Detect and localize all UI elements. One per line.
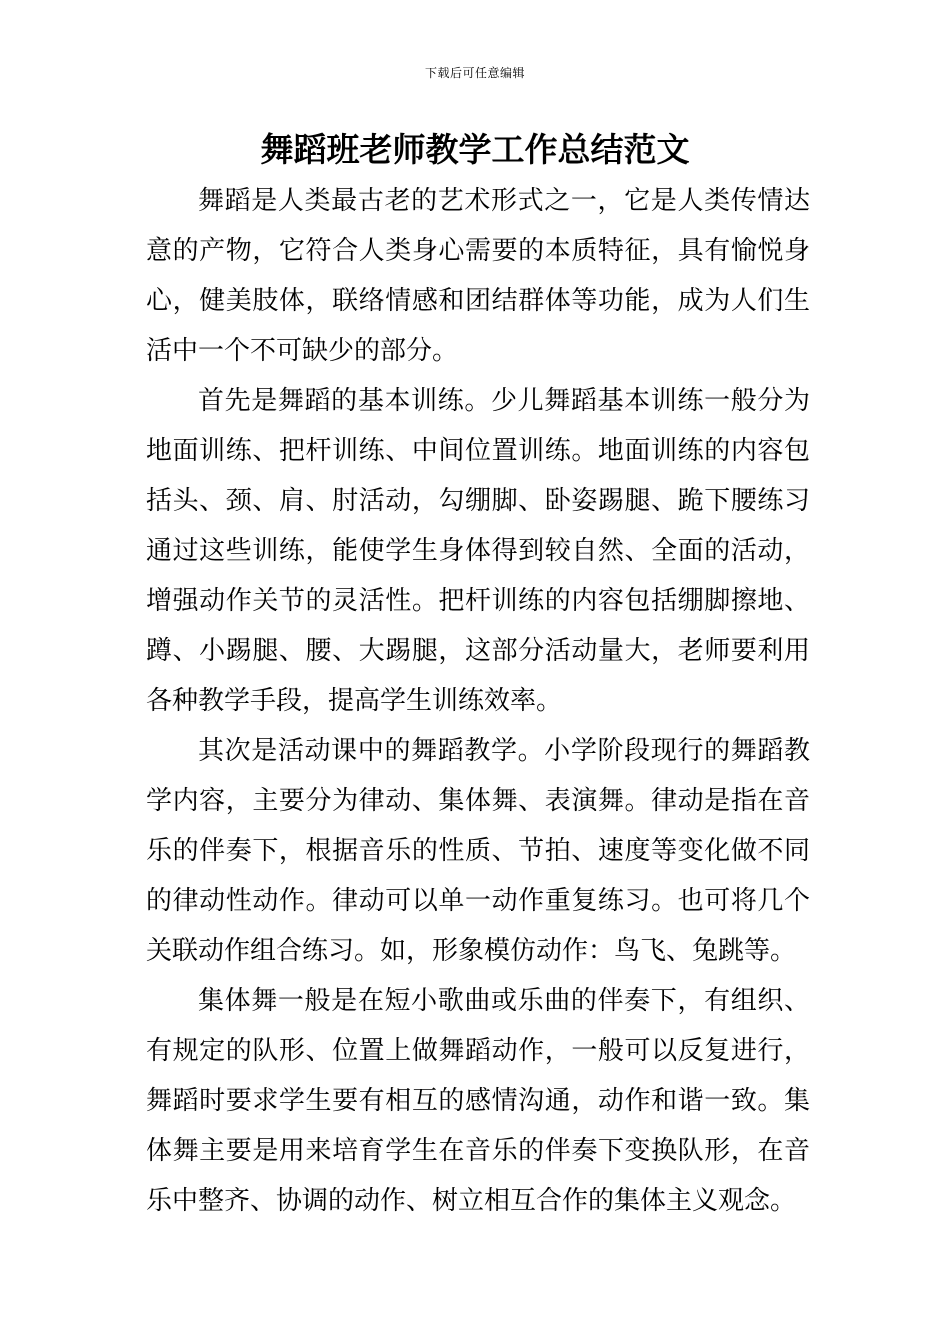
- document-body: [146, 176, 810, 1226]
- paragraph-3: 其次是活动课中的舞蹈教学。小学阶段现行的舞蹈教学内容，主要分为律动、集体舞、表演舞。律动是指在音乐的伴奏下，根据音乐的性质、节拍、速度等变化做不同的律动性动作。律动可以单一动作重复练习。也可将几个关联动作组合练习。如，形象模仿动作：鸟飞、兔跳等。: [146, 736, 810, 966]
- paragraph-2: 首先是舞蹈的基本训练。少儿舞蹈基本训练一般分为地面训练、把杆训练、中间位置训练。地面训练的内容包括头、颈、肩、肘活动，勾绷脚、卧姿踢腿、跪下腰练习通过这些训练，能使学生身体得到较自然、全面的活动，增强动作关节的灵活性。把杆训练的内容包括绷脚擦地、蹲、小踢腿、腰、大踢腿，这部分活动量大，老师要利用各种教学手段，提高学生训练效率。: [146, 386, 810, 716]
- paragraph-1: 舞蹈是人类最古老的艺术形式之一，它是人类传情达意的产物，它符合人类身心需要的本质特征，具有愉悦身心，健美肢体，联络情感和团结群体等功能，成为人们生活中一个不可缺少的部分。: [146, 186, 810, 366]
- header-note: 下载后可任意编辑: [424, 66, 525, 80]
- paragraph-4: 集体舞一般是在短小歌曲或乐曲的伴奏下，有组织、有规定的队形、位置上做舞蹈动作，一般可以反复进行，舞蹈时要求学生要有相互的感情沟通，动作和谐一致。集体舞主要是用来培育学生在音乐的伴奏下变换队形，在音乐中整齐、协调的动作、树立相互合作的集体主义观念。: [146, 986, 810, 1216]
- document-title: 舞蹈班老师教学工作总结范文: [260, 130, 690, 169]
